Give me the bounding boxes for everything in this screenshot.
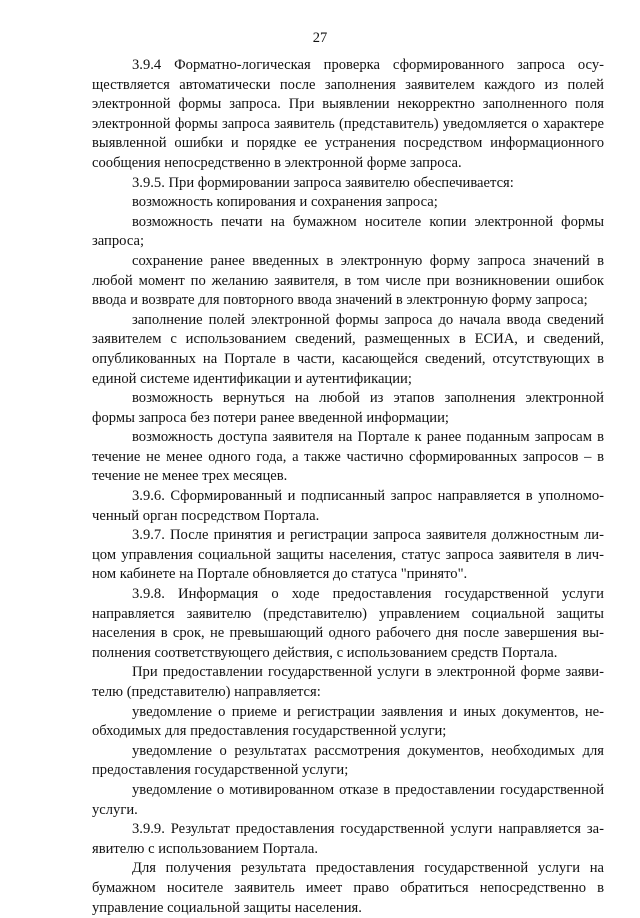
list-item-save-values: сохранение ранее введенных в электронную форму запроса значений в любой момент по желанию заявителя, в том числе при возникновении ошибок ввода и возврате для повторного ввода значений в электронную форму запроса; — [92, 252, 604, 309]
paragraph-3-9-8: 3.9.8. Информация о ходе предоставления государственной услуги направляется заявителю (представителю) управлением социальной защиты населения в срок, не превышающий одного рабочего дня после завершения выполнения соответствующего действия, с использованием средств Портала. — [92, 586, 604, 661]
list-item-print: возможность печати на бумажном носителе копии электронной формы запроса; — [92, 213, 604, 250]
paragraph-3-9-6: 3.9.6. Сформированный и подписанный запрос направляется в уполномоченный орган посредством Портала. — [92, 488, 604, 524]
list-item-notice-results: уведомление о результатах рассмотрения документов, необходимых для предоставления государственной услуги; — [92, 742, 604, 779]
page-number: 27 — [312, 30, 328, 46]
list-item-copy-save: возможность копирования и сохранения запроса; — [132, 194, 438, 211]
list-item-notice-refusal: уведомление о мотивированном отказе в предоставлении государственной услуги. — [92, 781, 604, 818]
paragraph-notifications-intro: При предоставлении государственной услуги в электронной форме заявителю (представителю) направляется: — [92, 664, 604, 700]
paragraph-3-9-7: 3.9.7. После принятия и регистрации запроса заявителя должностным лицом управления социальной защиты населения, статус запроса заявителя в личном кабинете на Портале обновляется до статуса "принято". — [92, 527, 604, 583]
paragraph-paper-result: Для получения результата предоставления государственной услуги на бумажном носителе заявитель имеет право обратиться непосредственно в управление социальной защиты населения. — [92, 860, 604, 916]
paragraph-3-9-9: 3.9.9. Результат предоставления государственной услуги направляется заявителю с использованием Портала. — [92, 821, 604, 857]
document-body — [92, 56, 604, 918]
paragraph-3-9-4: 3.9.4 Форматно-логическая проверка сформированного запроса осуществляется автоматически после заполнения заявителем каждого из полей электронной формы запроса. При выявлении некорректно заполненного поля электронной формы запроса заявитель (представитель) уведомляется о характере выявленной ошибки и порядке ее устранения посредством информационного сообщения непосредственно в электронной форме запроса. — [92, 57, 604, 171]
list-item-access-requests: возможность доступа заявителя на Портале к ранее поданным запросам в течение не менее одного года, а также частично сформированных запросов – в течение не менее трех месяцев. — [92, 429, 604, 485]
list-item-autofill: заполнение полей электронной формы запроса до начала ввода сведений заявителем с использованием сведений, размещенных в ЕСИА, и сведений, опубликованных на Портале в части, касающейся сведений, отсутствующих в единой системе идентификации и аутентификации; — [92, 311, 604, 387]
list-item-return-step: возможность вернуться на любой из этапов заполнения электронной формы запроса без потери ранее введенной информации; — [92, 390, 604, 426]
list-item-notice-receipt: уведомление о приеме и регистрации заявления и иных документов, необходимых для предоставления государственной услуги; — [92, 703, 604, 740]
paragraph-3-9-5: 3.9.5. При формировании запроса заявителю обеспечивается: — [132, 174, 514, 191]
